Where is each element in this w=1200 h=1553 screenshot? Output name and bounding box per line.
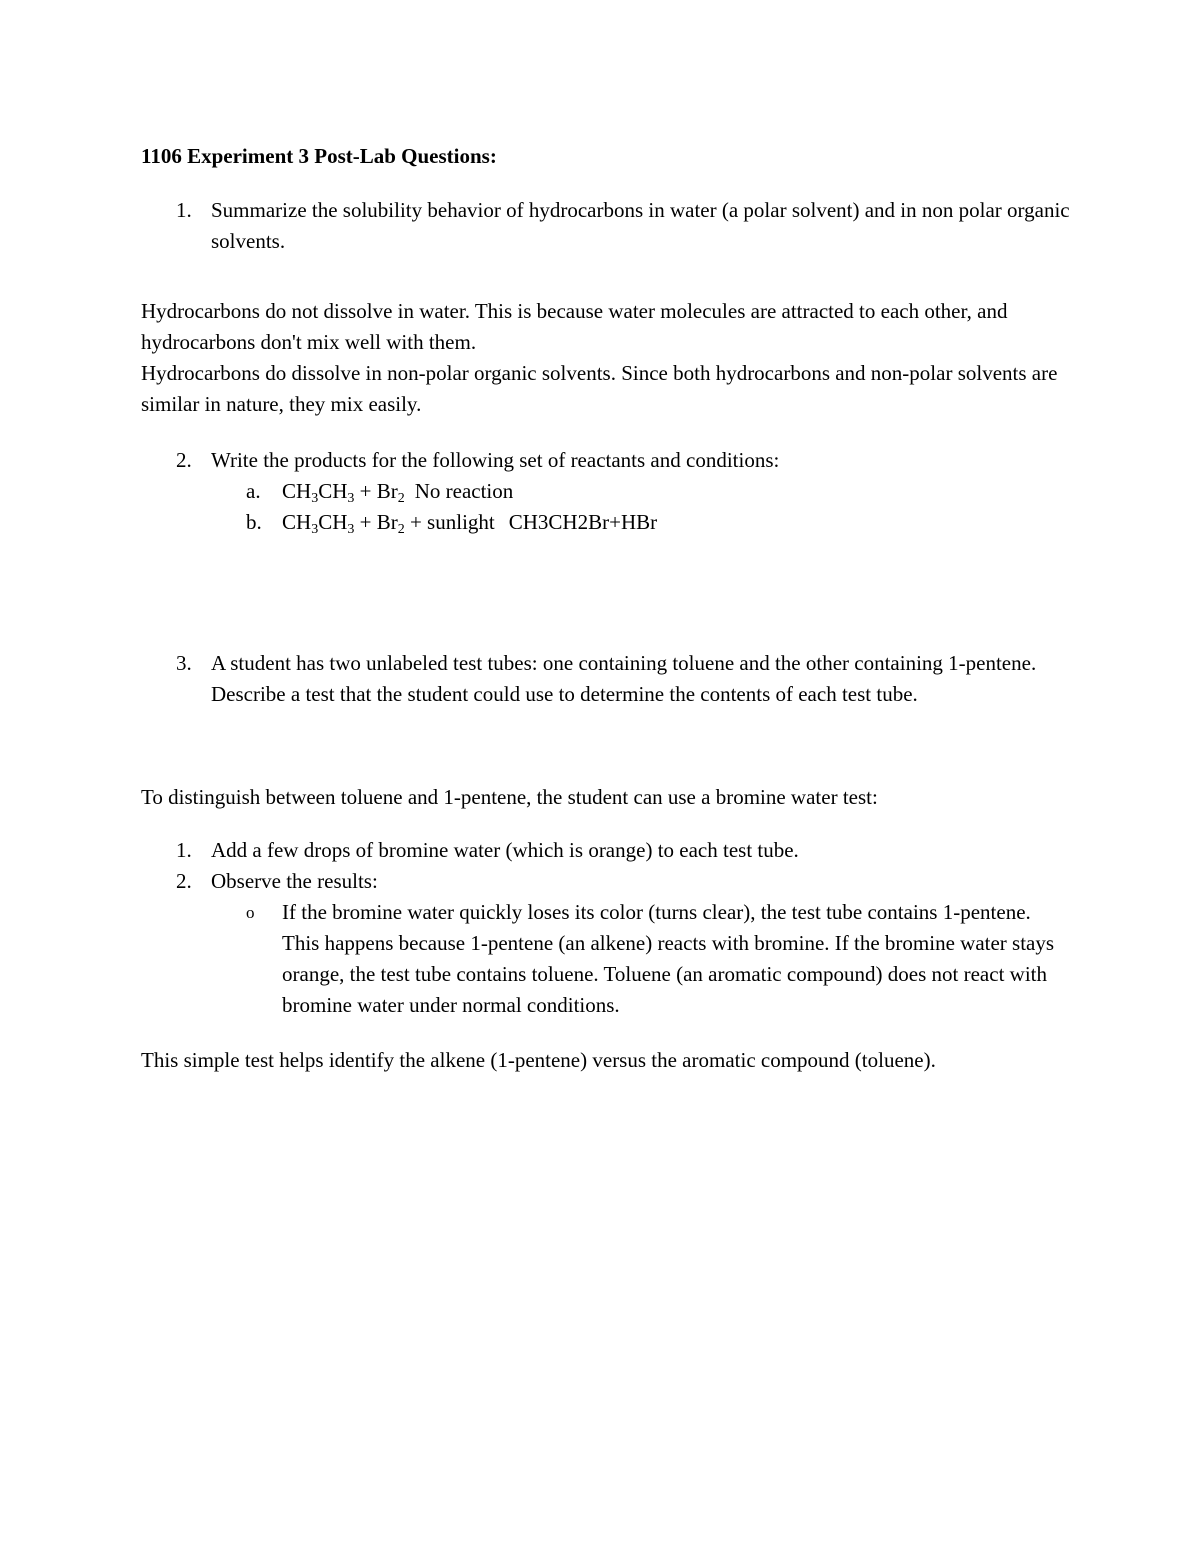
answer-3-step-1-number: 1. bbox=[176, 838, 192, 862]
question-1-text: Summarize the solubility behavior of hydrocarbons in water (a polar solvent) and in non polar organic solvents. bbox=[211, 198, 1070, 253]
question-2-number: 2. bbox=[176, 448, 192, 472]
question-1-number: 1. bbox=[176, 198, 192, 222]
question-2-text: Write the products for the following set of reactants and conditions: bbox=[211, 448, 780, 472]
answer-3-step-2-text: Observe the results: bbox=[211, 869, 378, 893]
reaction-b-answer: CH3CH2Br+HBr bbox=[508, 510, 658, 534]
answer-1-paragraph-1: Hydrocarbons do not dissolve in water. This is because water molecules are attracted to each other, and hydrocarbons don't mix well with them. bbox=[141, 299, 1008, 354]
question-3-number: 3. bbox=[176, 651, 192, 675]
answer-3-conclusion: This simple test helps identify the alkene (1-pentene) versus the aromatic compound (toluene). bbox=[141, 1048, 936, 1072]
reaction-a-equation: $CH_3CH_3 + Br_2$ No reaction bbox=[282, 479, 514, 506]
answer-3-intro: To distinguish between toluene and 1-pentene, the student can use a bromine water test: bbox=[141, 785, 878, 809]
circle-bullet-icon: o bbox=[246, 903, 255, 922]
document-title: 1106 Experiment 3 Post-Lab Questions: bbox=[141, 144, 497, 168]
answer-3-result-text: If the bromine water quickly loses its color (turns clear), the test tube contains 1-pentene. This happens because 1-pentene (an alkene) reacts with bromine. If the bromine water stays orange, the test tube contains toluene. Toluene (an aromatic compound) does not react with bromine water under normal conditions. bbox=[282, 900, 1055, 1017]
reaction-a-answer: No reaction bbox=[414, 479, 514, 503]
answer-1-paragraph-2: Hydrocarbons do dissolve in non-polar organic solvents. Since both hydrocarbons and non-polar solvents are similar in nature, they mix easily. bbox=[141, 361, 1058, 416]
reaction-a-letter: a. bbox=[246, 479, 261, 503]
answer-3-step-1-text: Add a few drops of bromine water (which is orange) to each test tube. bbox=[211, 838, 799, 862]
reaction-b-letter: b. bbox=[246, 510, 262, 534]
reaction-b-equation: $CH_3CH_3 + Br_2$ + sunlight CH3CH2Br+HBr bbox=[282, 510, 658, 537]
answer-3-step-2-number: 2. bbox=[176, 869, 192, 893]
question-3-text: A student has two unlabeled test tubes: one containing toluene and the other containing 1-pentene. Describe a test that the student could use to determine the contents of each test tube. bbox=[211, 651, 1037, 706]
